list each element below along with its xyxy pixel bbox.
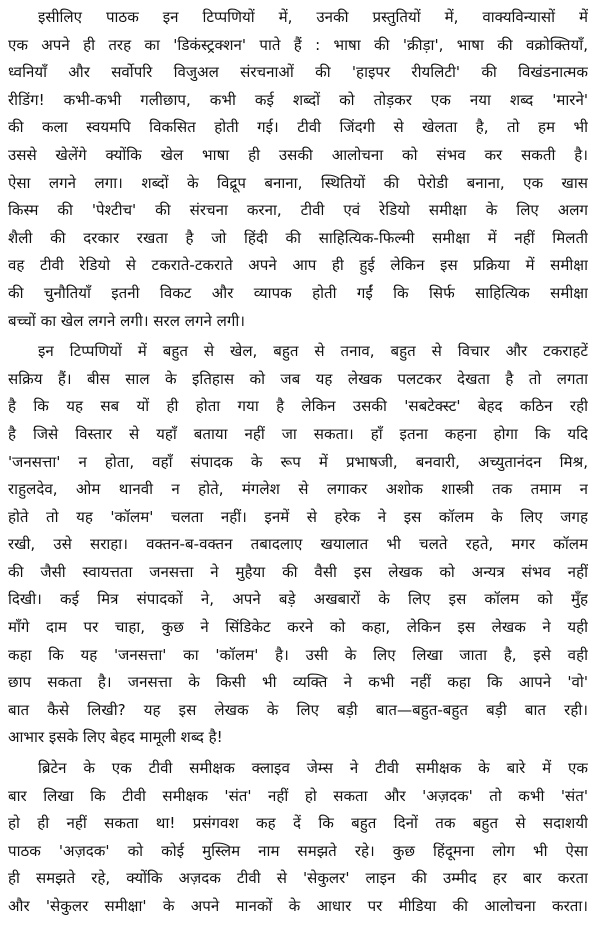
text-line: की कला स्वयमपि विकसित होती गई। टीवी जिंदगी से खेलता है, तो हम भी [8,118,588,137]
paragraph-3 [8,755,588,921]
text-line: छाप सकता है। जनसत्ता के किसी भी व्यक्ति ने कभी नहीं कहा कि आपने 'वो' [8,673,588,692]
text-line: रखी, उसे सराहा। वक्तन-ब-वक्तन तबादलाए खयालात भी चलते रहते, मगर कॉलम [8,535,588,554]
text-line: बार लिखा कि टीवी समीक्षक 'संत' नहीं हो सकता और 'अज़दक' तो कभी 'संत' [8,786,588,805]
text-line: ही समझते रहे, क्योंकि अज़दक टीवी से 'सेकुलर' लाइन की उम्मीद हर बार करता [8,869,588,888]
text-line: ध्वनियाँ और सर्वोपरि विजुअल संरचनाओं की 'हाइपर रीयलिटी' की विखंडनात्मक [8,63,588,82]
text-line: एक अपने ही तरह का 'डिकंस्ट्रक्शन' पाते हैं : भाषा की 'क्रीड़ा', भाषा की वक्रोक्तियाँ, [8,35,588,54]
text-line: वह टीवी रेडियो से टकराते-टकराते अपने आप ही हुई लेकिन इस प्रक्रिया में समीक्षा [8,256,588,275]
paragraph-2 [8,338,588,752]
text-line: आभार इसके लिए बेहद मामूली शब्द है! [8,728,223,747]
text-line: होते तो यह 'कॉलम' चलता नहीं। इनमें से हरेक ने इस कॉलम के लिए जगह [8,507,588,526]
text-line: की जैसी स्वायत्तता जनसत्ता ने मुहैया की वैसी इस लेखक को अन्यत्र संभव नहीं [8,562,588,581]
text-line: है जिसे विस्तार से यहाँ बताया नहीं जा सकता। हाँ इतना कहना होगा कि यदि [8,424,588,443]
text-line: ब्रिटेन के एक टीवी समीक्षक क्लाइव जेम्स ने टीवी समीक्षक के बारे में एक [38,759,588,778]
text-line: इसीलिए पाठक इन टिप्पणियों में, उनकी प्रस्तुतियों में, वाक्यविन्यासों में [38,8,588,26]
text-line: रीडिंग! कभी-कभी गलीछाप, कभी कई शब्दों को तोड़कर एक नया शब्द 'मारने' [8,90,588,109]
paragraph-1 [8,4,588,335]
text-line: बच्चों का खेल लगने लगी। सरल लगने लगी। [8,311,246,330]
text-line: कहा कि यह 'जनसत्ता' का 'कॉलम' है। उसी के लिए लिखा जाता है, इसे वही [8,645,588,664]
text-line: हो ही नहीं सकता था! प्रसंगवश कह दें कि बहुत दिनों तक बहुत से सदाशयी [8,814,588,833]
text-line: ऐसा लगने लगा। शब्दों के विद्रूप बनाना, स्थितियों की पेरोडी बनाना, एक खास [8,173,588,192]
text-line: किस्म की 'पेश्टीच' की संरचना करना, टीवी एवं रेडियो समीक्षा के लिए अलग [8,201,588,220]
text-line: 'जनसत्ता' न होता, वहाँ संपादक के रूप में प्रभाषजी, बनवारी, अच्युतानंदन मिश्र, [8,452,588,471]
text-line: दिखी। कई मित्र संपादकों ने, अपने बड़े अखबारों के लिए इस कॉलम को मुँह [8,590,588,609]
text-line: शैली की दरकार रखता है जो हिंदी की साहित्यिक-फिल्मी समीक्षा में नहीं मिलती [8,228,588,247]
text-line: पाठक 'अज़दक' को कोई मुस्लिम नाम समझते रहे। कुछ हिंदूमना लोग भी ऐसा [8,841,588,860]
text-line: इन टिप्पणियों में बहुत से खेल, बहुत से तनाव, बहुत से विचार और टकराहटें [38,342,588,361]
text-line: राहुलदेव, ओम थानवी न होते, मंगलेश से लगाकर अशोक शास्त्री तक तमाम न [8,480,588,499]
text-line: बात कैसे लिखी? यह इस लेखक के लिए बड़ी बात—बहुत-बहुत बड़ी बात रही। [8,700,588,719]
text-line: उससे खेलेंगे क्योंकि खेल भाषा ही उसकी आलोचना को संभव कर सकती है। [8,145,588,164]
text-line: और 'सेकुलर समीक्षा' के अपने मानकों के आधार पर मीडिया की आलोचना करता। [8,897,588,915]
text-line: माँगे दाम पर चाहा, कुछ ने सिंडिकेट करने को कहा, लेकिन इस लेखक ने यही [8,618,588,637]
text-line: सक्रिय हैं। बीस साल के इतिहास को जब यह लेखक पलटकर देखता है तो लगता [8,369,588,388]
text-line: है कि यह सब यों ही होता गया है लेकिन उसकी 'सबटेक्स्ट' बेहद कठिन रही [8,397,588,416]
text-line: की चुनौतियाँ इतनी विकट और व्यापक होती गईं कि सिर्फ साहित्यिक समीक्षा [8,283,588,302]
